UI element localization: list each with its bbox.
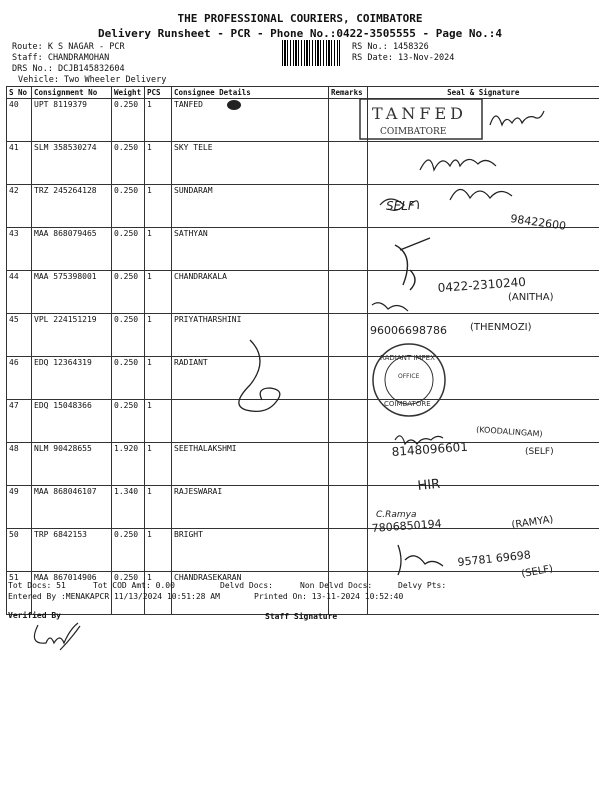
cell-cn: SLM 358530274 — [32, 142, 112, 185]
tanfed-stamp — [360, 99, 482, 139]
cell-sno: 49 — [7, 486, 32, 529]
col-pcs: PCS — [145, 87, 172, 99]
cell-sno: 42 — [7, 185, 32, 228]
cell-weight: 0.250 — [112, 271, 145, 314]
cell-consignee: TANFED — [172, 99, 329, 142]
cell-consignee: PRIYATHARSHINI — [172, 314, 329, 357]
cell-cn: VPL 224151219 — [32, 314, 112, 357]
cell-cn: MAA 575398001 — [32, 271, 112, 314]
cell-weight: 0.250 — [112, 529, 145, 572]
col-sno: S No — [7, 87, 32, 99]
cell-consignee: CHANDRAKALA — [172, 271, 329, 314]
cell-sno: 45 — [7, 314, 32, 357]
verified-signature — [34, 623, 80, 650]
stamp-radiant-office: OFFICE — [398, 373, 420, 380]
cell-weight: 0.250 — [112, 314, 145, 357]
runsheet-subtitle: Delivery Runsheet - PCR - Phone No.:0422-3505555 - Page No.:4 — [98, 27, 502, 40]
vehicle-label: Vehicle: Two Wheeler Delivery — [18, 75, 167, 85]
cell-pcs: 1 — [145, 314, 172, 357]
cell-sno: 46 — [7, 357, 32, 400]
cell-sno: 41 — [7, 142, 32, 185]
signature-45 — [372, 303, 408, 311]
cell-pcs: 1 — [145, 99, 172, 142]
cell-weight: 0.250 — [112, 99, 145, 142]
cell-pcs: 1 — [145, 357, 172, 400]
rs-number: RS No.: 1458326 — [352, 42, 429, 52]
staff-signature-label: Staff Signature — [265, 612, 338, 621]
cell-sno: 43 — [7, 228, 32, 271]
radiant-stamp — [373, 344, 445, 416]
self-48: (SELF) — [525, 447, 554, 457]
cell-consignee: BRIGHT — [172, 529, 329, 572]
name-50: C.Ramya — [376, 510, 417, 520]
col-signature: Seal & Signature — [368, 87, 599, 99]
name-50b: (RAMYA) — [510, 514, 555, 531]
phone-50: 7806850194 — [371, 517, 443, 535]
cell-consignee: SUNDARAM — [172, 185, 329, 228]
cell-cn: UPT 8119379 — [32, 99, 112, 142]
verified-by-label: Verified By — [8, 611, 61, 620]
signature-43 — [395, 238, 430, 290]
cell-pcs: 1 — [145, 142, 172, 185]
col-remarks: Remarks — [329, 87, 368, 99]
cell-weight: 0.250 — [112, 400, 145, 443]
cell-sno: 51 — [7, 572, 32, 615]
cell-consignee: RAJESWARAI — [172, 486, 329, 529]
signature-40 — [490, 111, 544, 125]
cell-pcs: 1 — [145, 529, 172, 572]
cell-cn: MAA 868046107 — [32, 486, 112, 529]
cell-cn: NLM 90428655 — [32, 443, 112, 486]
stamp-tanfed-text: TANFED — [372, 104, 467, 123]
self-51: (SELF) — [520, 563, 554, 580]
phone-44: 0422-2310240 — [437, 274, 527, 295]
cell-sno: 40 — [7, 99, 32, 142]
cell-weight: 0.250 — [112, 357, 145, 400]
signature-47 — [239, 340, 280, 411]
delivery-points: Delvy Pts: — [398, 581, 447, 590]
ink-blot — [227, 100, 241, 110]
entered-by: Entered By :MENAKAPCR 11/13/2024 10:51:28 AM — [8, 592, 220, 601]
total-docs: Tot Docs: 51 — [8, 581, 66, 590]
cell-weight: 0.250 — [112, 228, 145, 271]
stamp-radiant-city: COIMBATORE — [384, 400, 431, 408]
cell-weight: 0.250 — [112, 185, 145, 228]
route-label: Route: K S NAGAR - PCR — [12, 42, 125, 52]
cell-consignee: SATHYAN — [172, 228, 329, 271]
cell-consignee: SEETHALAKSHMI — [172, 443, 329, 486]
cell-sno: 44 — [7, 271, 32, 314]
non-delivered-docs: Non Delvd Docs: — [300, 581, 373, 590]
delivered-docs: Delvd Docs: — [220, 581, 273, 590]
printed-on: Printed On: 13-11-2024 10:52:40 — [254, 592, 404, 601]
self-note-42: SELF — [386, 199, 415, 213]
signature-42b — [450, 189, 512, 200]
cell-pcs: 1 — [145, 443, 172, 486]
drs-label: DRS No.: DCJB145832604 — [12, 64, 125, 74]
cell-consignee: RADIANT — [172, 357, 329, 400]
cell-cn: TRZ 245264128 — [32, 185, 112, 228]
cell-cn: EDQ 15048366 — [32, 400, 112, 443]
rs-date: RS Date: 13-Nov-2024 — [352, 53, 455, 63]
cell-pcs: 1 — [145, 228, 172, 271]
signature-41 — [420, 159, 496, 170]
cell-pcs: 1 — [145, 185, 172, 228]
cell-weight: 0.250 — [112, 572, 145, 615]
stamp-tanfed-city: COIMBATORE — [380, 127, 447, 137]
cell-pcs: 1 — [145, 572, 172, 615]
phone-48: 8148096601 — [391, 439, 469, 459]
phone-51: 95781 69698 — [456, 548, 532, 569]
cell-weight: 1.920 — [112, 443, 145, 486]
cell-pcs: 1 — [145, 486, 172, 529]
signature-51 — [398, 545, 443, 575]
name-44: (ANITHA) — [508, 292, 554, 303]
staff-label: Staff: CHANDRAMOHAN — [12, 53, 110, 63]
cell-cn: EDQ 12364319 — [32, 357, 112, 400]
cell-pcs: 1 — [145, 400, 172, 443]
col-weight: Weight — [112, 87, 145, 99]
cell-consignee: CHANDRASEKARAN — [172, 572, 329, 615]
total-cod: Tot COD Amt: 0.00 — [93, 581, 175, 590]
cell-cn: MAA 867014906 — [32, 572, 112, 615]
cell-sno: 48 — [7, 443, 32, 486]
col-consignee: Consignee Details — [172, 87, 329, 99]
stamp-radiant-text: RADIANT IMPEX — [380, 354, 435, 362]
cell-weight: 0.250 — [112, 142, 145, 185]
name-45: (THENMOZI) — [470, 322, 532, 333]
cell-cn: MAA 868079465 — [32, 228, 112, 271]
cell-consignee: SKY TELE — [172, 142, 329, 185]
cell-sno: 47 — [7, 400, 32, 443]
phone-45: 96006698786 — [370, 324, 447, 337]
cell-weight: 1.340 — [112, 486, 145, 529]
cell-sno: 50 — [7, 529, 32, 572]
col-consignment: Consignment No — [32, 87, 112, 99]
cell-cn: TRP 6842153 — [32, 529, 112, 572]
name-48: (KOODALINGAM) — [475, 425, 543, 439]
phone-42: 98422600 — [509, 212, 567, 233]
hir-49: HIR — [416, 476, 441, 494]
company-title: THE PROFESSIONAL COURIERS, COIMBATORE — [177, 12, 423, 25]
cell-pcs: 1 — [145, 271, 172, 314]
